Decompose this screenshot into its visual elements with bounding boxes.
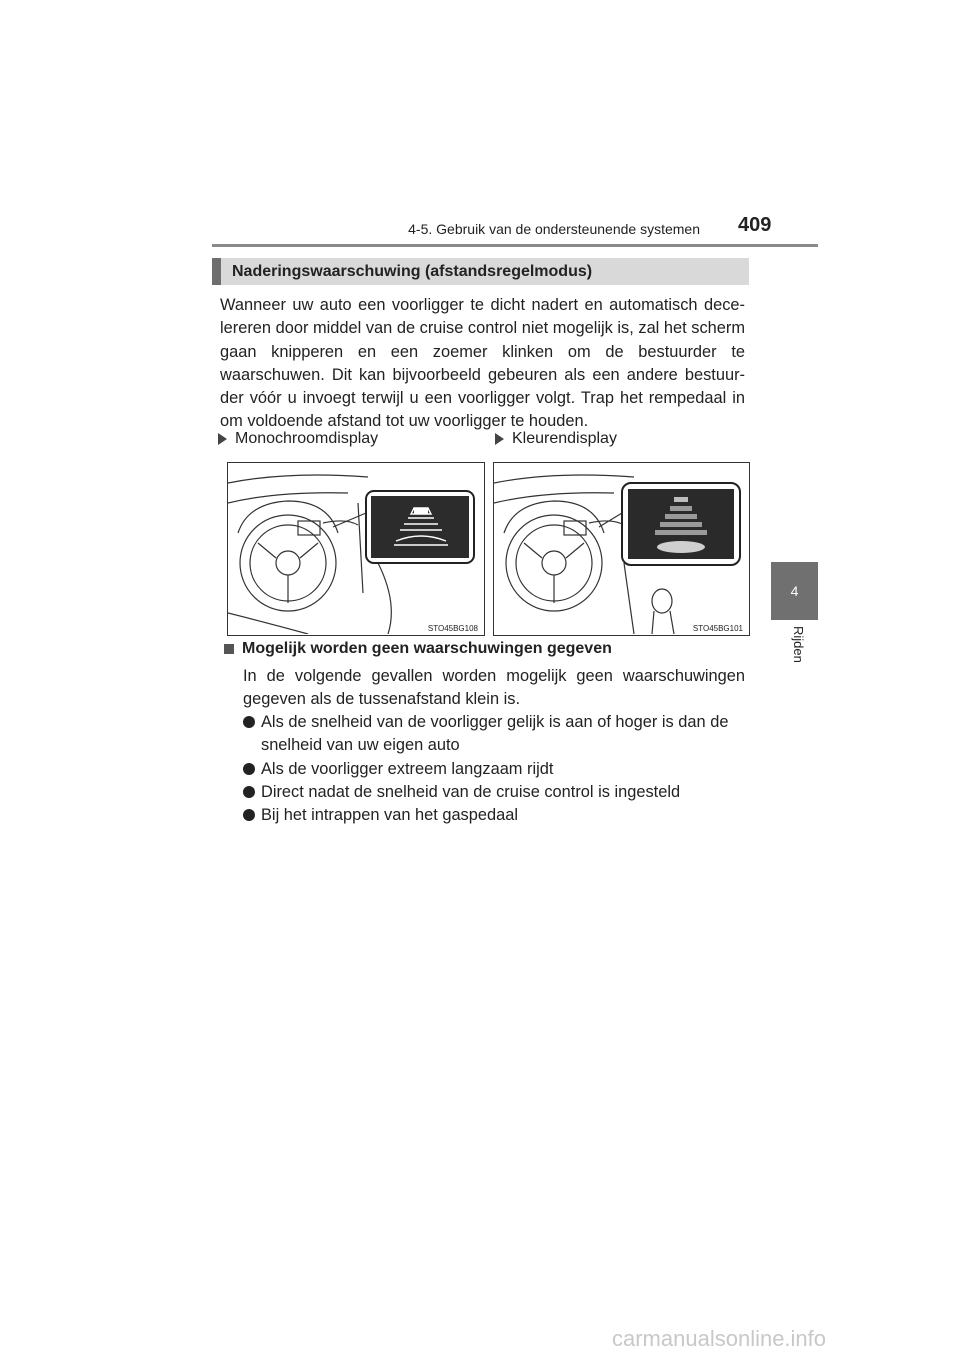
subsection-intro: In de volgende gevallen worden mogelijk geen waarschuwingen gegeven als de tussenafstand klein is. bbox=[243, 667, 745, 709]
color-display-label-text: Kleurendisplay bbox=[512, 430, 617, 447]
subsection-heading bbox=[224, 640, 612, 658]
dashboard-illustration-color bbox=[494, 463, 748, 634]
watermark: carmanualsonline.info bbox=[612, 1326, 827, 1351]
bullet-dot-icon bbox=[243, 786, 255, 798]
bullet-dot-icon bbox=[243, 716, 255, 728]
triangle-marker-icon bbox=[495, 433, 504, 445]
section-heading bbox=[212, 258, 749, 285]
mono-display-figure bbox=[227, 462, 485, 636]
header-divider bbox=[212, 244, 818, 247]
color-display-figure bbox=[493, 462, 750, 636]
list-item: Bij het intrappen van het gaspedaal bbox=[243, 804, 747, 827]
section-body: Wanneer uw auto een voorligger te dicht nadert en automatisch dece- lereren door middel van de cruise control niet mogelijk is, zal het scherm gaan knipperen en een zoemer klinken om de bestuurder te waarschuwen. Dit kan bijvoorbeeld gebeuren als een andere bestuur- der vóór u invoegt terwijl u een voorligger volgt. Trap het rempedaal in om voldoende afstand tot uw voorligger te houden. bbox=[220, 296, 745, 431]
subsection-title: Mogelijk worden geen waarschuwingen gegeven bbox=[242, 640, 612, 657]
figure-code: STO45BG101 bbox=[692, 624, 743, 633]
list-item: Als de voorligger extreem langzaam rijdt bbox=[243, 758, 747, 781]
bullet-dot-icon bbox=[243, 763, 255, 775]
page-number: 409 bbox=[738, 214, 772, 236]
color-display-label bbox=[495, 430, 617, 448]
chapter-tab-label: Rijden bbox=[791, 626, 806, 663]
bullet-dot-icon bbox=[243, 809, 255, 821]
dashboard-illustration-mono bbox=[228, 463, 483, 634]
list-item: Als de snelheid van de voorligger gelijk is aan of hoger is dan de snelheid van uw eigen auto bbox=[243, 711, 747, 758]
list-item: Direct nadat de snelheid van de cruise control is ingesteld bbox=[243, 781, 747, 804]
square-bullet-icon bbox=[224, 644, 234, 654]
bullet-list bbox=[243, 711, 747, 827]
triangle-marker-icon bbox=[218, 433, 227, 445]
mono-display-label bbox=[218, 430, 378, 448]
chapter-header: 4-5. Gebruik van de ondersteunende systemen bbox=[408, 221, 700, 237]
section-title: Naderingswaarschuwing (afstandsregelmodus) bbox=[232, 262, 593, 280]
figure-code: STO45BG108 bbox=[427, 624, 478, 633]
chapter-tab: 4 bbox=[771, 562, 818, 620]
mono-display-label-text: Monochroomdisplay bbox=[235, 430, 379, 447]
